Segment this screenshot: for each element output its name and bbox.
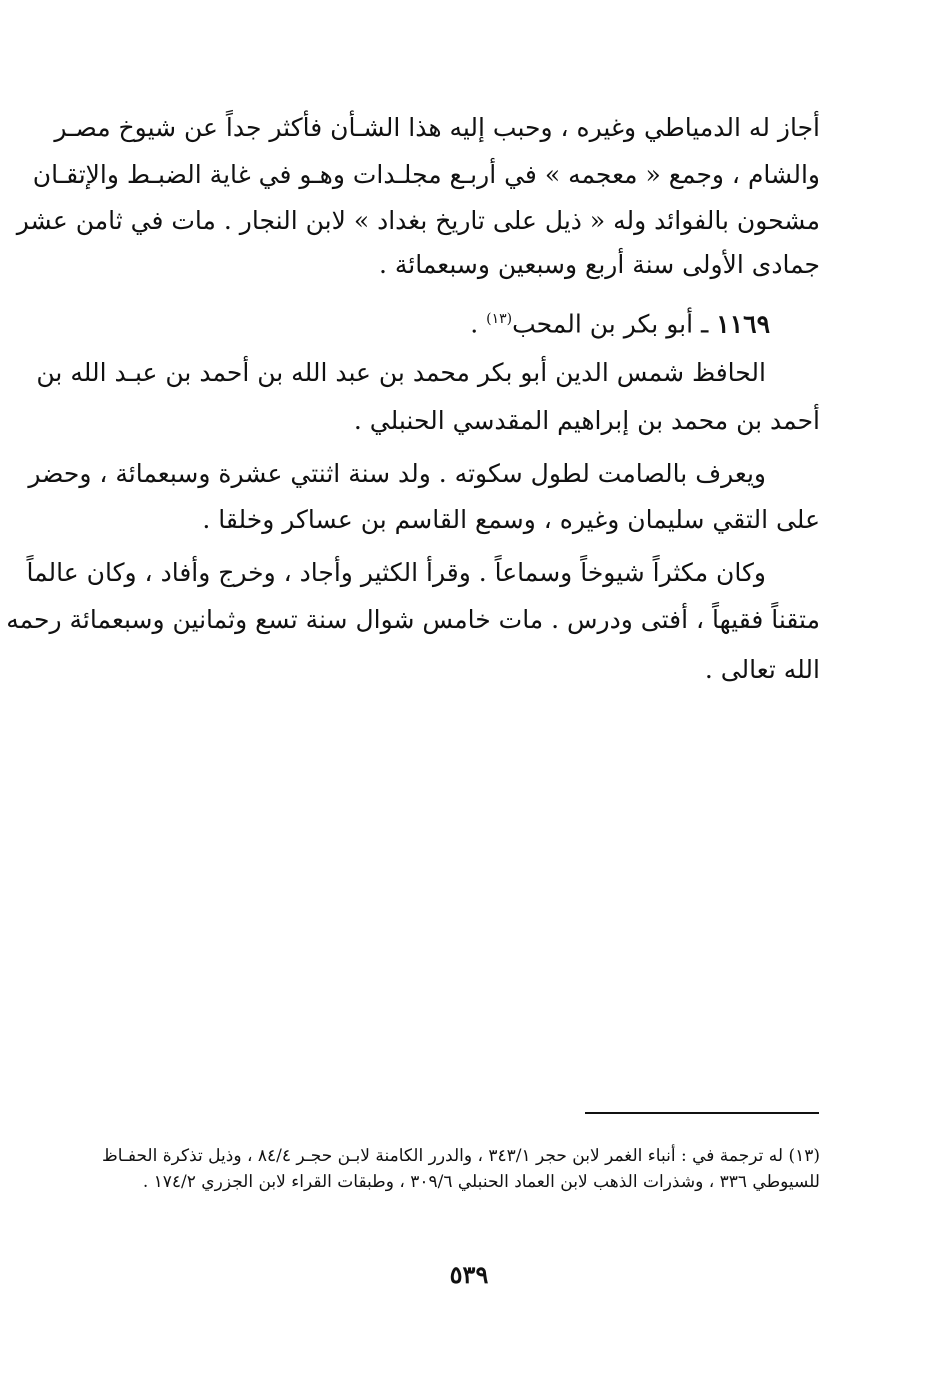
entry-separator: ـ: [701, 309, 709, 339]
paragraph-4-line-2: متقناً فقيهاً ، أفتى ودرس . مات خامس شوال سنة تسع وثمانين وسبعمائة رحمه: [6, 605, 820, 634]
paragraph-3-line-1: ويعرف بالصامت لطول سكوته . ولد سنة اثنتي عشرة وسبعمائة ، وحضر: [28, 459, 766, 488]
entry-heading: [170, 302, 770, 341]
footnote-line-1: (١٣) له ترجمة في : أنباء الغمر لابن حجر ٣٤٣/١ ، والدرر الكامنة لابـن حجـر ٨٤/٤ ، وذيل تذكرة الحفـاظ: [101, 1146, 820, 1166]
paragraph-4-line-1: وكان مكثراً شيوخاً وسماعاً . وقرأ الكثير وأجاد ، وخرج وأفاد ، وكان عالماً: [26, 558, 766, 587]
entry-name: أبو بكر بن المحب: [512, 309, 694, 339]
paragraph-4-line-3: الله تعالى .: [704, 655, 820, 684]
footnote-line-2: للسيوطي ٣٣٦ ، وشذرات الذهب لابن العماد الحنبلي ٣٠٩/٦ ، وطبقات القراء لابن الجزري ١٧٤/٢ .: [142, 1172, 820, 1192]
paragraph-1-line-4: جمادى الأولى سنة أربع وسبعين وسبعمائة .: [378, 250, 820, 279]
page-number: ٥٣٩: [449, 1260, 489, 1289]
paragraph-2-line-2: أحمد بن محمد بن إبراهيم المقدسي الحنبلي .: [353, 406, 820, 435]
paragraph-1-line-3: مشحون بالفوائد وله « ذيل على تاريخ بغداد » لابن النجار . مات في ثامن عشر: [16, 206, 820, 235]
paragraph-2-line-1: الحافظ شمس الدين أبو بكر محمد بن عبد الله بن أحمد بن عبـد الله بن: [36, 358, 766, 387]
footnote-separator: [585, 1112, 819, 1114]
paragraph-1-line-2: والشام ، وجمع « معجمه » في أربـع مجلـدات وهـو في غاية الضبـط والإتقـان: [32, 160, 820, 189]
entry-number: ١١٦٩: [716, 309, 770, 339]
paragraph-3-line-2: على التقي سليمان وغيره ، وسمع القاسم بن عساكر وخلقا .: [202, 505, 820, 534]
paragraph-1-line-1: أجاز له الدمياطي وغيره ، وحبب إليه هذا الشـأن فأكثر جداً عن شيوخ مصـر: [54, 113, 820, 142]
entry-heading-end: .: [470, 309, 479, 339]
footnote-reference: (١٣): [486, 311, 513, 327]
